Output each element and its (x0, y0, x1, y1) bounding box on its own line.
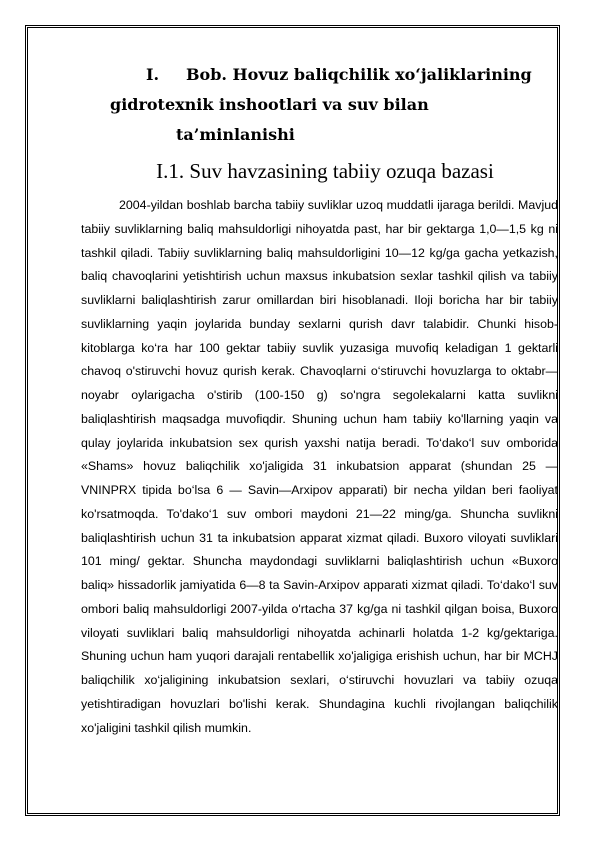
chapter-title-line-3: ta’minlanishi (176, 125, 295, 144)
chapter-title-line-2: gidrotexnik inshootlari va suv bilan (110, 95, 429, 114)
chapter-number: I. (146, 65, 160, 84)
body-paragraph: 2004-yildan boshlab barcha tabiiy suvliklar uzoq muddatli ijaraga berildi. Mavjud tabiiy suvliklarning baliq mahsuldorligi nihoyatda past, har bir gektarga 1,0—1,5 kg ni tashkil qiladi. Tabiiy suvliklarning baliq mahsuldorligini 10—12 kg/ga gacha yetkazish, baliq chavoqlarini yetishtirish uchun maxsus inkubatsion sexlar tashkil qilish va tabiiy suvliklarni baliqlashtirish zarur omillardan biri hisoblanadi. Iloji boricha har bir tabiiy suvliklarning yaqin joylarida bunday sexlarni qurish davr talabidir. Chunki hisob-kitoblarga ko‘ra har 100 gektar tabiiy suvlik yuzasiga muvofiq keladigan 1 gektarli chavoq o'stiruvchi hovuz qurish kerak. Chavoqlarni o‘stiruvchi hovuzlarga to oktabr—noyabr oylarigacha o'stirib (100-150 g) so'ngra segolekalarni katta suvlikni baliqlashtirish maqsadga muvofiqdir. Shuning uchun ham tabiiy ko'llarning yaqin va qulay joylarida inkubatsion sex qurish yaxshi natija beradi. To‘dako‘l suv omborida «Shams» hovuz baliqchilik xo'jaligida 31 inkubatsion apparat (shundan 25 — VNINPRX tipida bo‘lsa 6 — Savin—Arxipov apparati) bir necha yildan beri faoliyat ko'rsatmoqda. To'dako‘1 suv ombori maydoni 21—22 ming/ga. Shuncha suvlikni baliqlashtirish uchun 31 ta inkubatsion apparat xizmat qiladi. Buxoro viloyati suvliklari 101 ming/ gektar. Shuncha maydondagi suvliklarni baliqlashtirish uchun «Buxoro baliq» hissadorlik jamiyatida 6—8 ta Savin-Arxipov apparati xizmat qiladi. To‘dako‘l suv ombori baliq mahsuldorligi 2007-yilda o'rtacha 37 kg/ga ni tashkil qilgan boisa, Buxoro viloyati suvliklari baliq mahsuldorligi nihoyatda achinarli holatda 1-2 kg/gektariga. Shuning uchun ham yuqori darajali rentabellik xo'jaligiga erishish uchun, har bir MCHJ baliqchilik xo‘jaligining inkubatsion sexlari, o‘stiruvchi hovuzlari va tabiiy ozuqa yetishtiradigan hovuzlari bo'lishi kerak. Shundagina kuchli rivojlangan baliqchilik xo'jaligini tashkil qilish mumkin. (81, 198, 558, 735)
chapter-heading (0, 60, 595, 150)
chapter-heading-line-1 (0, 60, 595, 90)
chapter-title-line-1: Bob. Hovuz baliqchilik xo‘jaliklarining (186, 65, 532, 84)
section-heading: I.1. Suv havzasining tabiiy ozuqa bazasi (156, 159, 494, 183)
